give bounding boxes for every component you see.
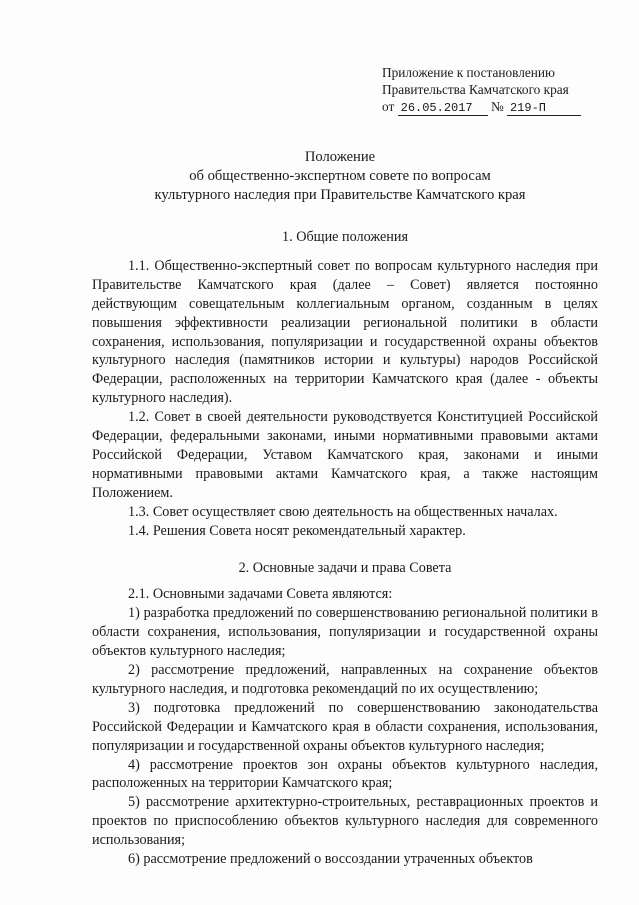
paragraph-1-2: 1.2. Совет в своей деятельности руководствуется Конституцией Российской Федерации, федеральными законами, иными нормативными правовыми актами Российской Федерации, Уставом Камчатского края, законами и иными нормативными правовыми актами Камчатского края, а также настоящим Положением. bbox=[92, 409, 598, 501]
annex-line-2: Правительства Камчатского края bbox=[382, 82, 569, 97]
document-title bbox=[60, 148, 620, 205]
section-1-heading: 1. Общие положения bbox=[282, 229, 408, 245]
annex-line-1: Приложение к постановлению bbox=[382, 65, 555, 80]
paragraph-1-1: 1.1. Общественно-экспертный совет по вопросам культурного наследия при Правительстве Камчатского края (далее – Совет) является постоянно действующим совещательным коллегиальным органом, созданным в целях повышения эффективности реализации региональной политики в области сохранения, использования, популяризации и государственной охраны объектов культурного наследия (памятников истории и культуры) народов Российской Федерации, расположенных на территории Камчатского края (далее - объекты культурного наследия). bbox=[92, 257, 598, 407]
annex-from-label: от bbox=[382, 99, 395, 114]
annex-date: 26.05.2017 bbox=[398, 101, 488, 116]
annex-number-label: № bbox=[490, 99, 504, 114]
list-item-2: 2) рассмотрение предложений, направленных на сохранение объектов культурного наследия, и подготовка рекомендаций по их осуществлению; bbox=[92, 662, 598, 697]
list-item-6: 6) рассмотрение предложений о воссоздании утраченных объектов bbox=[128, 851, 533, 868]
paragraph-1-3: 1.3. Совет осуществляет свою деятельность на общественных началах. bbox=[128, 503, 558, 520]
list-item-1: 1) разработка предложений по совершенствованию региональной политики в области сохранения, использования, популяризации и государственной охраны объектов культурного наследия; bbox=[92, 605, 598, 660]
title-line-1: Положение bbox=[304, 149, 376, 165]
list-item-5: 5) рассмотрение архитектурно-строительных, реставрационных проектов и проектов по приспособлению объектов культурного наследия для современного использования; bbox=[92, 794, 598, 849]
list-item-3: 3) подготовка предложений по совершенствованию законодательства Российской Федерации и Камчатского края в области сохранения, использования, популяризации и государственной охраны объектов культурного наследия; bbox=[92, 699, 598, 754]
annex-number: 219-П bbox=[507, 101, 581, 116]
document-body bbox=[92, 228, 598, 869]
section-2-heading: 2. Основные задачи и права Совета bbox=[238, 559, 452, 576]
title-line-2: об общественно-экспертном совете по вопросам bbox=[189, 168, 491, 184]
paragraph-2-1: 2.1. Основными задачами Совета являются: bbox=[128, 586, 393, 603]
list-item-4: 4) рассмотрение проектов зон охраны объектов культурного наследия, расположенных на территории Камчатского края; bbox=[92, 756, 598, 792]
paragraph-1-4: 1.4. Решения Совета носят рекомендательный характер. bbox=[128, 522, 466, 539]
annex-block bbox=[382, 64, 612, 116]
annex-date-line bbox=[382, 98, 612, 116]
title-line-3: культурного наследия при Правительстве Камчатского края bbox=[154, 187, 526, 203]
